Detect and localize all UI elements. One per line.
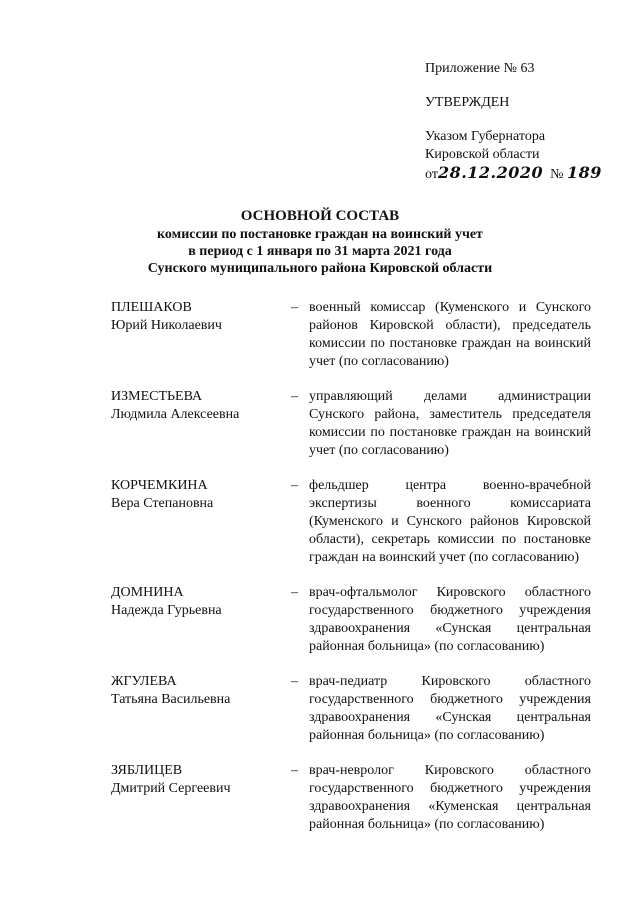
title-line-2: в период с 1 января по 31 марта 2021 года [188, 244, 452, 259]
approved-label: УТВЕРЖДЕН [425, 95, 510, 110]
member-role: военный комиссар (Куменского и Сунского районов Кировской области), председатель комиссии по постановке граждан на воинский учет (по согласованию) [309, 300, 591, 369]
member-name [111, 388, 281, 424]
list-item [111, 299, 591, 371]
decree-line-1: Указом Губернатора [425, 129, 546, 144]
dash: – [291, 763, 298, 778]
member-surname: ЖГУЛЕВА [111, 674, 177, 689]
title-main: ОСНОВНОЙ СОСТАВ [240, 208, 400, 224]
dash: – [291, 300, 298, 315]
member-given-names: Дмитрий Сергеевич [111, 781, 231, 796]
dash: – [291, 478, 298, 493]
member-surname: ДОМНИНА [111, 585, 184, 600]
member-role: фельдшер центра военно-врачебной экспертизы военного комиссариата (Куменского и Сунского районов Кировской области), секретарь комиссии по постановке граждан на воинский учет (по согласованию) [309, 478, 591, 565]
member-role: врач-педиатр Кировского областного государственного бюджетного учреждения здравоохранения «Сунская центральная районная больница» (по согласованию) [309, 674, 591, 743]
decree-date-line [425, 164, 625, 184]
from-label: от [425, 167, 438, 182]
member-name [111, 299, 281, 335]
title-line-1: комиссии по постановке граждан на воинский учет [157, 227, 483, 242]
member-given-names: Юрий Николаевич [111, 318, 222, 333]
list-item [111, 673, 591, 745]
member-given-names: Татьяна Васильевна [111, 692, 231, 707]
member-surname: ЗЯБЛИЦЕВ [111, 763, 183, 778]
list-item [111, 584, 591, 656]
dash: – [291, 389, 298, 404]
list-item [111, 762, 591, 834]
decree-date: 28.12.2020 [437, 163, 544, 182]
member-name [111, 584, 281, 620]
member-name [111, 673, 281, 709]
member-role: управляющий делами администрации Сунского района, заместитель председателя комиссии по постановке граждан на воинский учет (по согласованию) [309, 389, 591, 458]
member-role: врач-невролог Кировского областного государственного бюджетного учреждения здравоохранения «Куменская центральная районная больница» (по согласованию) [309, 763, 591, 832]
dash: – [291, 674, 298, 689]
decree-line-2: Кировской области [425, 147, 540, 162]
decree-number: 189 [567, 163, 602, 182]
members-list [111, 299, 591, 851]
appendix-label: Приложение № 63 [425, 61, 535, 76]
member-given-names: Вера Степановна [111, 496, 214, 511]
document-title [0, 207, 640, 277]
list-item [111, 477, 591, 567]
member-surname: КОРЧЕМКИНА [111, 478, 208, 493]
approval-block [425, 60, 625, 184]
member-given-names: Людмила Алексеевна [111, 407, 240, 422]
member-name [111, 477, 281, 513]
member-role: врач-офтальмолог Кировского областного государственного бюджетного учреждения здравоохранения «Сунская центральная районная больница» (по согласованию) [309, 585, 591, 654]
member-given-names: Надежда Гурьевна [111, 603, 222, 618]
member-name [111, 762, 281, 798]
title-line-3: Сунского муниципального района Кировской области [147, 261, 493, 276]
member-surname: ПЛЕШАКОВ [111, 300, 192, 315]
member-surname: ИЗМЕСТЬЕВА [111, 389, 203, 404]
list-item [111, 388, 591, 460]
dash: – [291, 585, 298, 600]
number-label: № [550, 167, 564, 182]
